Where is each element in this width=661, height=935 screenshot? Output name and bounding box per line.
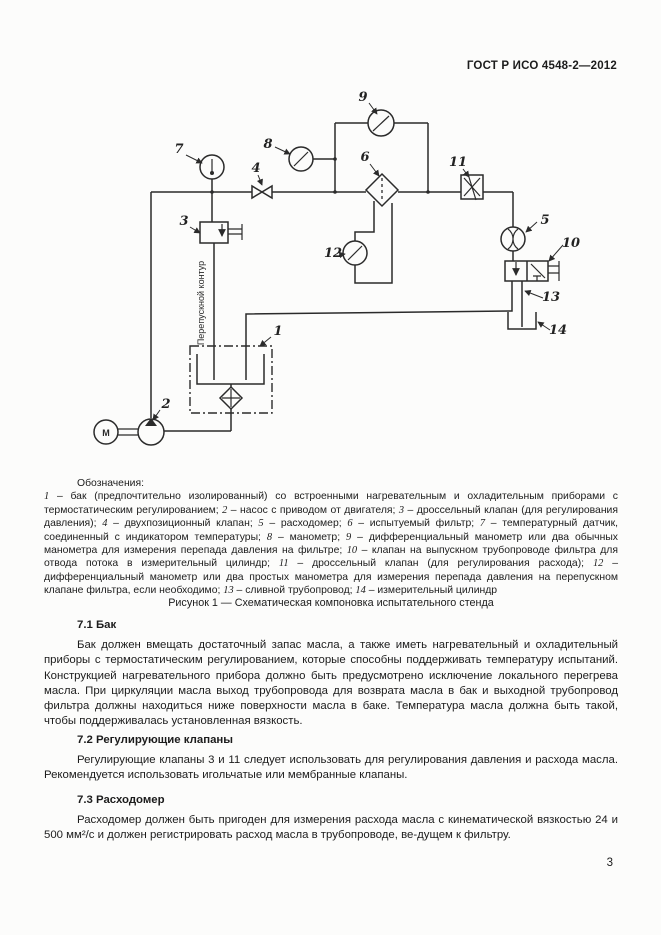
label-11: 11 — [448, 155, 468, 170]
test-filter — [366, 174, 398, 206]
label-4: 4 — [251, 161, 261, 176]
legend-text: 1 – бак (предпочтительно изолированный) со встроенными нагревательным и охладительным приборами с термостатическим регулированием; 2 – насос с приводом от двигателя; 3 – дроссельный клапан (для регулирования давления); 4 – двухпозиционный клапан; 5 – расходомер; 6 – испытуемый фильтр; 7 – температурный датчик, соединенный с индикатором температуры; 8 – манометр; 9 – дифференциальный манометр или два обычных манометра для измерения перепада давления на фильтре; 10 – клапан на выпускном трубопроводе фильтра для отвода потока в измерительный цилиндр; 11 – дроссельный клапан (для регулирования расхода); 12 – дифференциальный манометр или два простых манометра для измерения перепада давления на перепускном клапане фильтра, если необходимо; 13 – сливной трубопровод; 14 – измерительный цилиндр — [44, 491, 619, 597]
label-14: 14 — [548, 323, 568, 338]
pressure-regulator-valve — [200, 222, 242, 243]
pump — [138, 418, 164, 445]
temperature-gauge — [200, 155, 224, 179]
label-2: 2 — [161, 397, 171, 412]
label-5: 5 — [540, 213, 550, 228]
label-6: 6 — [360, 150, 370, 165]
section-7-3-paragraph: Расходомер должен быть пригоден для измерения расхода масла с кинематической вязкостью 24 и 500 мм²/с и должен регистрировать расход масла в трубопроводе, ве-дущем к фильтру. — [44, 814, 618, 842]
shutoff-valve — [252, 186, 272, 198]
figure-legend — [44, 477, 618, 598]
label-9: 9 — [358, 90, 368, 105]
outlet-valve — [505, 261, 559, 281]
bypass-circuit-label: Перепускной контур — [196, 260, 206, 346]
legend-title: Обозначения: — [77, 478, 144, 489]
label-3: 3 — [179, 214, 189, 229]
document-header: ГОСТ Р ИСО 4548-2—2012 — [466, 60, 617, 72]
label-1: 1 — [273, 324, 283, 339]
page-number: 3 — [606, 857, 613, 869]
section-7-2-paragraph: Регулирующие клапаны 3 и 11 следует использовать для регулирования давления и расхода масла. Рекомендуется использовать игольчатые или мембранные клапаны. — [44, 754, 618, 782]
pressure-gauge — [289, 147, 313, 171]
section-7-2 — [44, 734, 618, 784]
label-13: 13 — [541, 290, 561, 305]
motor-label: M — [102, 428, 110, 438]
label-8: 8 — [263, 137, 273, 152]
section-7-1-paragraph: Бак должен вмещать достаточный запас масла, а также иметь нагревательный и охладительный приборы с термостатическим регулированием, которые способны поддерживать температуру испытаний. Конструкцией нагревательного прибора должно быть предусмотрено исключение локального перегрева масла. При циркуляции масла выход трубопровода для возврата масла в бак и выходной трубопровод фильтра должны находиться ниже поверхности масла в баке. Температура масла должна быть такой, чтобы поддерживалась установленная вязкость. — [44, 639, 618, 728]
label-12: 12 — [323, 246, 343, 261]
section-7-3 — [44, 794, 618, 844]
differential-manometer-filter — [368, 110, 394, 136]
flow-meter — [501, 227, 525, 251]
strainer — [220, 387, 242, 409]
section-7-1 — [44, 619, 618, 730]
figure-caption: Рисунок 1 — Схематическая компоновка испытательного стенда — [168, 597, 494, 609]
differential-manometer-bypass — [343, 201, 392, 283]
flow-throttle-valve — [461, 174, 483, 200]
motor — [94, 420, 139, 444]
section-7-2-heading: 7.2 Регулирующие клапаны — [77, 734, 234, 746]
label-10: 10 — [561, 236, 581, 251]
section-7-1-heading: 7.1 Бак — [77, 619, 117, 631]
label-7: 7 — [174, 142, 184, 157]
section-7-3-heading: 7.3 Расходомер — [77, 794, 165, 806]
schematic-diagram — [0, 85, 661, 477]
